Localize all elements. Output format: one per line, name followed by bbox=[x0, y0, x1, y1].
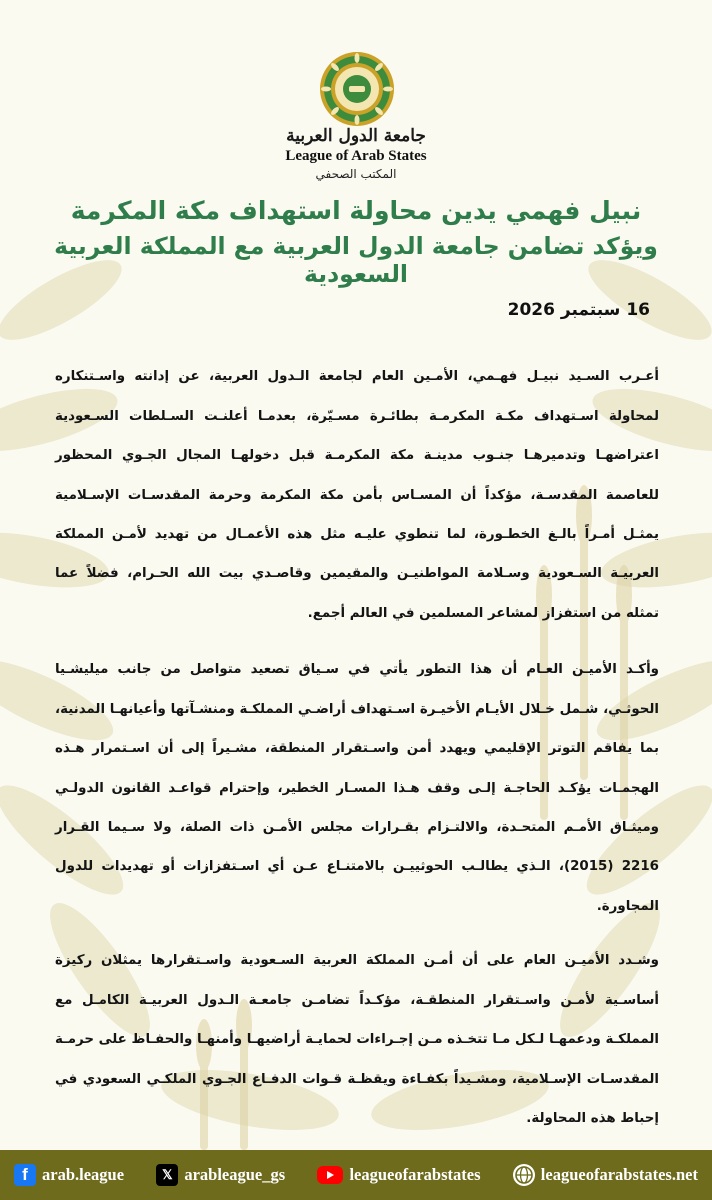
youtube-link[interactable] bbox=[317, 1165, 480, 1185]
headline-line-2: ويؤكد تضامن جامعة الدول العربية مع المملكة العربية السعودية bbox=[54, 232, 658, 288]
body-paragraph-1: أعـرب السـيد نبيـل فهـمي، الأمـين العام لجامعة الـدول العربية، عن إدانته واسـتنكاره لمحاولة اسـتهداف مكـة المكرمـة بطائـرة مسـيّرة، بعدمـا أعلنـت السـلطات السـعودية اعتراضهـا وتدميرهـا جنـوب مدينـة مكة المكرمـة قبل دخولهـا المجال الجـوي المحظور للعاصمة المقدسـة، مؤكداً أن المسـاس بأمن مكة المكرمة وحرمة المقدسـات الإسـلامية يمثـل أمـراً بالـغ الخطـورة، لما تنطوي عليـه مثل هذه الأعمـال من تهديد لأمـن المملكة العربيـة السـعودية وسـلامة المواطنيـن والمقيمين وقاصـدي بيت الله الحـرام، فضلاً عما تمثله من استفزاز لمشاعر المسلمين في العالم أجمع. bbox=[55, 369, 659, 621]
headline-line-1: نبيل فهمي يدين محاولة استهداف مكة المكرمة bbox=[70, 196, 642, 225]
x-handle: arableague_gs bbox=[184, 1165, 286, 1184]
website-url: leagueofarabstates.net bbox=[540, 1165, 698, 1184]
press-office-label: المكتب الصحفي bbox=[315, 167, 397, 181]
x-link[interactable] bbox=[156, 1164, 285, 1186]
footer-social-bar bbox=[0, 1150, 712, 1200]
org-name-arabic: جامعة الدول العربية bbox=[286, 126, 426, 146]
website-link[interactable] bbox=[513, 1164, 698, 1186]
x-icon: 𝕏 bbox=[156, 1164, 178, 1186]
facebook-handle: arab.league bbox=[42, 1165, 125, 1184]
globe-icon bbox=[513, 1164, 535, 1186]
body-paragraph-2: وأكـد الأميـن العـام أن هذا التطور يأتي في سـياق تصعيد متواصل من جانب ميليشـيا الحوثـي، شـمل خـلال الأيـام الأخيـرة اسـتهداف أراضـي المملكـة ومنشـآتها وأعيانهـا المدنية، بما يفاقم التوتر الإقليمي ويهدد أمن واسـتقرار المنطقة، مشـيراً إلى أن اسـتمرار هـذه الهجمـات يؤكـد الحاجـة إلـى وقف هـذا المسـار الخطير، وإحترام قواعـد القانون الدولـي وميثـاق الأمـم المتحـدة، والالتـزام بقـرارات مجلس الأمـن ذات الصلة، ولا سـيما القـرار 2216 (2015)، الـذي يطالـب الحوثييـن بالامتنـاع عـن أي اسـتفزازات أو تهديدات للدول المجاورة. bbox=[55, 662, 659, 914]
body-paragraph-3: وشـدد الأميـن العام على أن أمـن المملكة العربية السـعودية واسـتقرارها يمثلان ركيزة أساسـية لأمـن واسـتقرار المنطقـة، مؤكـداً تضامـن جامعـة الـدول العربيـة الكامـل مع المملكـة ودعمهـا لـكل مـا تتخـذه مـن إجـراءات لحمايـة أراضيهـا وأمنهـا والحفـاظ على حرمـة المقدسـات الإسـلامية، ومشـيداً بكفـاءة ويقظـة قـوات الدفـاع الجـوي الملكـي السعودي في إحباط هذه المحاولة. bbox=[55, 953, 659, 1127]
release-date: 16 سبتمبر 2026 bbox=[507, 300, 650, 320]
league-emblem-icon bbox=[318, 50, 396, 128]
youtube-handle: leagueofarabstates bbox=[349, 1165, 481, 1184]
org-name-english: League of Arab States bbox=[285, 148, 427, 164]
facebook-icon: f bbox=[14, 1164, 36, 1186]
youtube-icon bbox=[317, 1166, 343, 1184]
facebook-link[interactable] bbox=[14, 1164, 124, 1186]
